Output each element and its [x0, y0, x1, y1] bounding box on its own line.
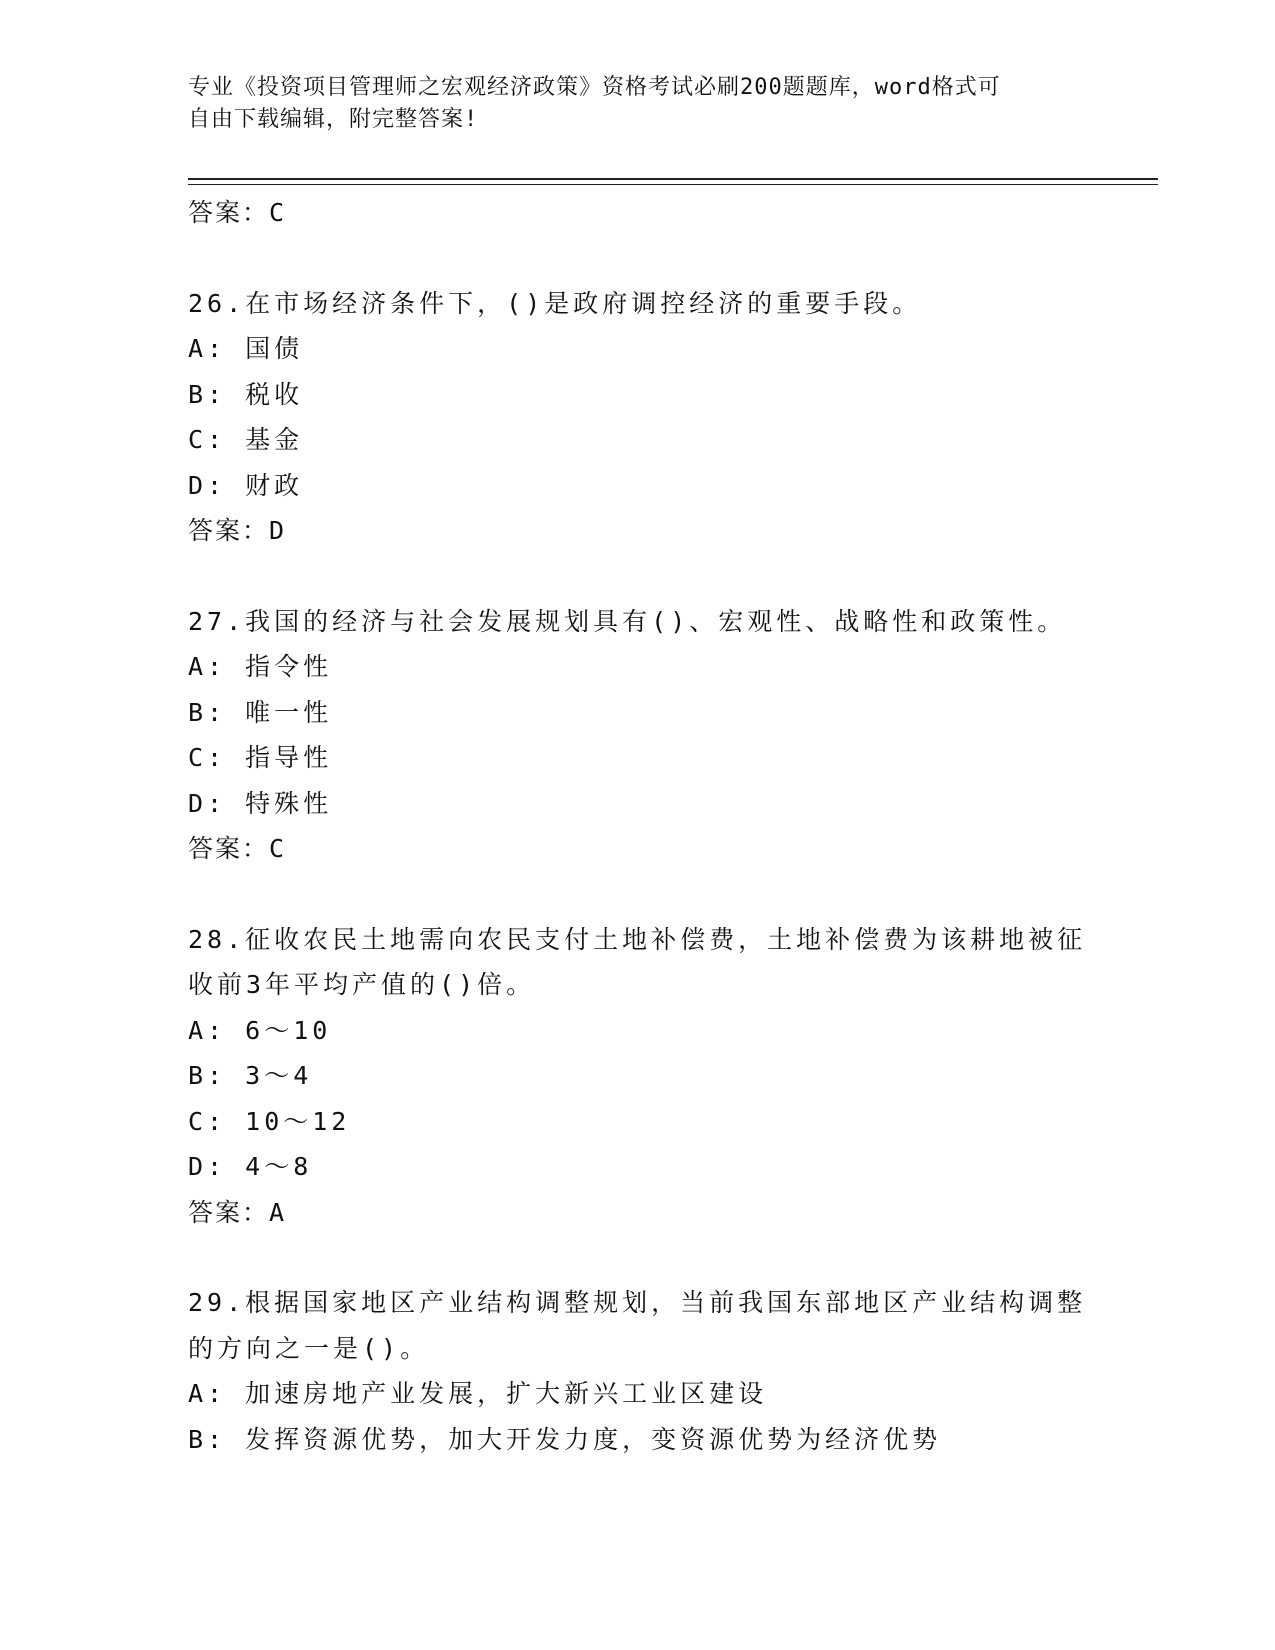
question-stem: 27.我国的经济与社会发展规划具有()、宏观性、战略性和政策性。 [188, 606, 1067, 636]
question-28 [188, 917, 1088, 1236]
answer: 答案：D [188, 516, 287, 545]
option-a: A: 指令性 [188, 652, 333, 681]
question-stem-line-2: 收前3年平均产值的()倍。 [188, 970, 536, 999]
header-line-1: 专业《投资项目管理师之宏观经济政策》资格考试必刷200题题库，word格式可 [188, 75, 1001, 100]
option-b: B: 税收 [188, 379, 304, 409]
question-list [188, 190, 1088, 1462]
option-a: A: 6～10 [188, 1015, 332, 1045]
option-b: B: 唯一性 [188, 697, 333, 727]
option-c: C: 10～12 [188, 1106, 351, 1136]
document-header [188, 72, 1088, 136]
option-a: A: 加速房地产业发展，扩大新兴工业区建设 [188, 1379, 768, 1408]
option-a: A: 国债 [188, 334, 304, 363]
option-b: B: 发挥资源优势，加大开发力度，变资源优势为经济优势 [188, 1424, 942, 1454]
question-stem-line-2: 的方向之一是()。 [188, 1333, 430, 1363]
answer: 答案：C [188, 834, 287, 863]
question-27 [188, 599, 1088, 872]
header-rule-thin [188, 184, 1158, 185]
option-d: D: 财政 [188, 470, 304, 500]
header-rule [188, 178, 1158, 180]
option-c: C: 指导性 [188, 743, 333, 772]
option-d: D: 特殊性 [188, 788, 333, 818]
question-26 [188, 281, 1088, 554]
question-29 [188, 1280, 1088, 1462]
question-stem-line-1: 29.根据国家地区产业结构调整规划，当前我国东部地区产业结构调整 [188, 1288, 1087, 1317]
question-stem: 26.在市场经济条件下，()是政府调控经济的重要手段。 [188, 288, 922, 318]
header-line-2: 自由下载编辑，附完整答案! [188, 107, 479, 132]
question-stem-line-1: 28.征收农民土地需向农民支付土地补偿费，土地补偿费为该耕地被征 [188, 924, 1087, 954]
previous-answer: 答案：C [188, 198, 287, 227]
option-d: D: 4～8 [188, 1152, 313, 1181]
option-c: C: 基金 [188, 425, 304, 454]
option-b: B: 3～4 [188, 1061, 313, 1090]
answer: 答案：A [188, 1197, 287, 1227]
